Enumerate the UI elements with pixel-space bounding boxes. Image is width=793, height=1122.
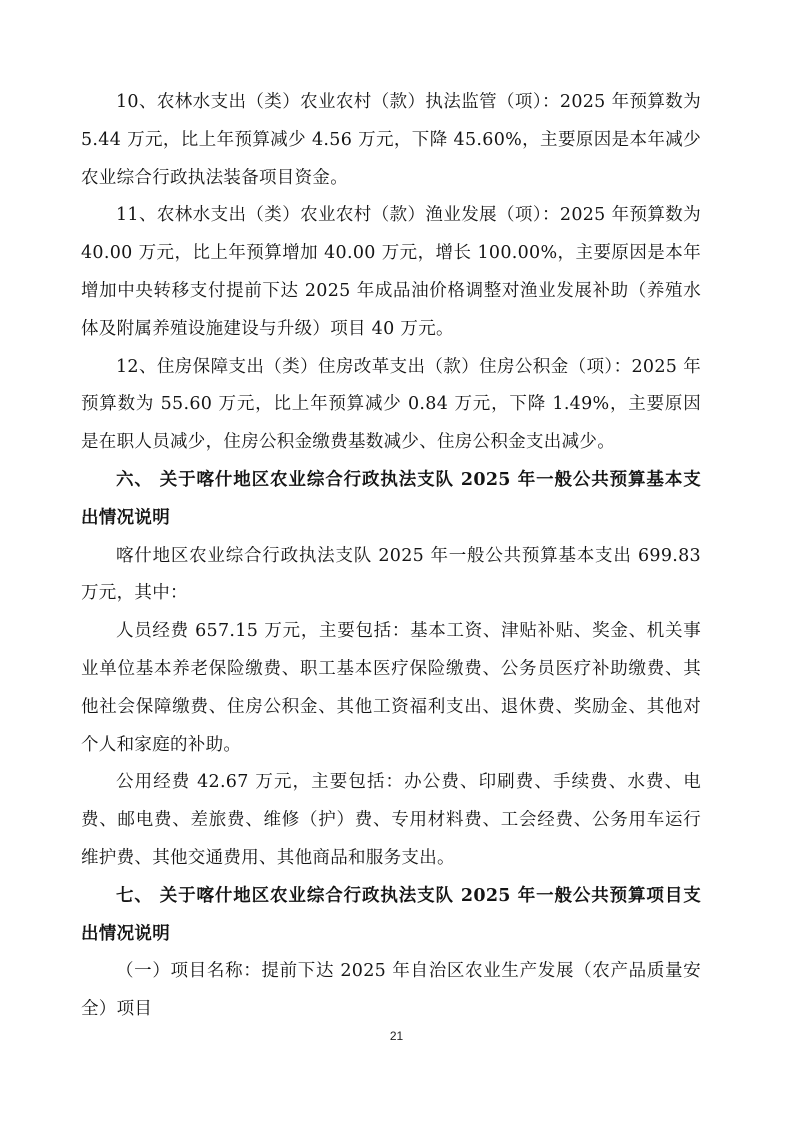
section-heading-7: 七、 关于喀什地区农业综合行政执法支队 2025 年一般公共预算项目支出情况说明 bbox=[81, 885, 701, 944]
public-expenses-paragraph: 公用经费 42.67 万元，主要包括：办公费、印刷费、手续费、水费、电费、邮电费、差旅费、维修（护）费、专用材料费、工会经费、公务用车运行维护费、其他交通费用、其他商品和服务支出。 bbox=[81, 772, 701, 868]
basic-expenditure-total: 喀什地区农业综合行政执法支队 2025 年一般公共预算基本支出 699.83 万元，其中： bbox=[81, 545, 701, 604]
project-name-paragraph: （一）项目名称：提前下达 2025 年自治区农业生产发展（农产品质量安全）项目 bbox=[81, 961, 701, 1020]
personnel-expenses-paragraph: 人员经费 657.15 万元，主要包括：基本工资、津贴补贴、奖金、机关事业单位基本养老保险缴费、职工基本医疗保险缴费、公务员医疗补助缴费、其他社会保障缴费、住房公积金、其他工资福利支出、退休费、奖励金、其他对个人和家庭的补助。 bbox=[81, 621, 701, 755]
section-heading-6: 六、 关于喀什地区农业综合行政执法支队 2025 年一般公共预算基本支出情况说明 bbox=[81, 469, 701, 528]
paragraph-item-11: 11、农林水支出（类）农业农村（款）渔业发展（项）：2025 年预算数为 40.00 万元，比上年预算增加 40.00 万元，增长 100.00%，主要原因是本年增加中央转移支付提前下达 2025 年成品油价格调整对渔业发展补助（养殖水体及附属养殖设施建设与升级）项目 40 万元。 bbox=[81, 205, 701, 339]
page-number: 21 bbox=[389, 1029, 404, 1043]
paragraph-item-12: 12、住房保障支出（类）住房改革支出（款）住房公积金（项）：2025 年预算数为 55.60 万元，比上年预算减少 0.84 万元，下降 1.49%，主要原因是在职人员减少，住房公积金缴费基数减少、住房公积金支出减少。 bbox=[81, 356, 701, 453]
paragraph-item-10: 10、农林水支出（类）农业农村（款）执法监管（项）：2025 年预算数为 5.44 万元，比上年预算减少 4.56 万元，下降 45.60%，主要原因是本年减少农业综合行政执法装备项目资金。 bbox=[81, 92, 701, 188]
